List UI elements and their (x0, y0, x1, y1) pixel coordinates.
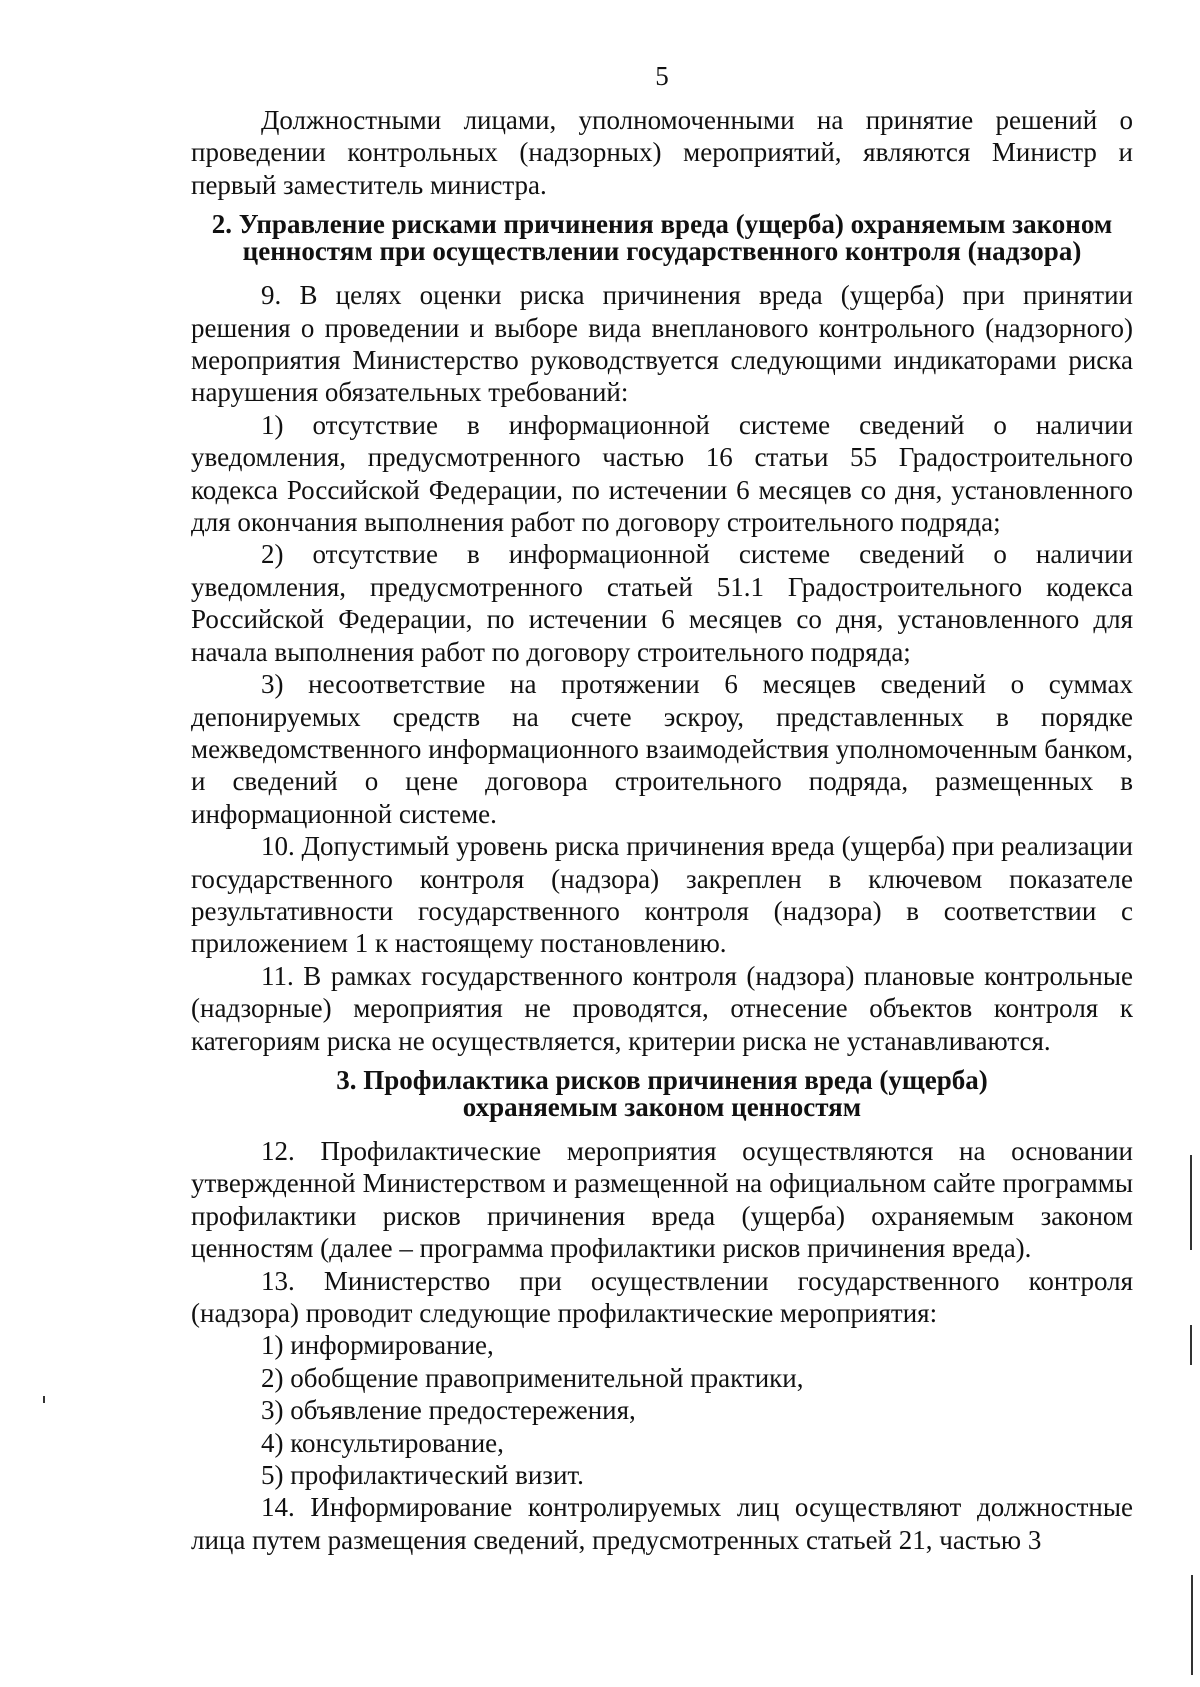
list-item-13-3: 3) объявление предостережения, (261, 1395, 636, 1426)
paragraph-13: 13. Министерство при осуществлении государственного контроля (надзора) проводит следующие профилактические мероприятия: (191, 1265, 1133, 1328)
section-3-heading (191, 1064, 1133, 1122)
section-2-heading-line1: 2. Управление рисками причинения вреда (ущерба) охраняемым законом (211, 209, 1113, 240)
list-item-13-1: 1) информирование, (261, 1330, 494, 1361)
paragraph-12: 12. Профилактические мероприятия осуществляются на основании утвержденной Министерством и размещенной на официальном сайте программы профилактики рисков причинения вреда (ущерба) охраняемым законом ценностям (далее – программа профилактики рисков причинения вреда). (191, 1135, 1133, 1264)
scan-mark-right-3 (1191, 1575, 1193, 1675)
page-number: 5 (655, 61, 669, 91)
section-3-heading-line2: охраняемым законом ценностям (462, 1091, 862, 1122)
list-item-9-2: 2) отсутствие в информационной системе сведений о наличии уведомления, предусмотренного статьей 51.1 Градостроительного кодекса Российской Федерации, по истечении 6 месяцев со дня, установленного для начала выполнения работ по договору строительного подряда; (191, 539, 1133, 667)
paragraph-10: 10. Допустимый уровень риска причинения вреда (ущерба) при реализации государственного контроля (надзора) закреплен в ключевом показателе результативности государственного контроля (надзора) в соответствии с приложением 1 к настоящему постановлению. (191, 831, 1133, 959)
scan-mark-left-dot (43, 1396, 45, 1403)
section-2-heading (191, 211, 1133, 265)
list-item-13-2: 2) обобщение правоприменительной практики, (261, 1362, 804, 1393)
list-item-13-4: 4) консультирование, (261, 1427, 504, 1458)
document-page (191, 60, 1133, 1556)
paragraph-officials: Должностными лицами, уполномоченными на принятие решений о проведении контрольных (надзорных) мероприятий, являются Министр и первый заместитель министра. (191, 105, 1133, 200)
list-item-9-3: 3) несоответствие на протяжении 6 месяцев сведений о суммах депонируемых средств на счете эскроу, представленных в порядке межведомственного информационного взаимодействия уполномоченным банком, и сведений о цене договора строительного подряда, размещенных в информационной системе. (191, 669, 1133, 829)
section-3-heading-line1: 3. Профилактика рисков причинения вреда (ущерба) (336, 1064, 988, 1095)
list-item-13-5: 5) профилактический визит. (261, 1460, 584, 1491)
scan-mark-right-2 (1190, 1325, 1192, 1365)
paragraph-9: 9. В целях оценки риска причинения вреда (ущерба) при принятии решения о проведении и выборе вида внепланового контрольного (надзорного) мероприятия Министерство руководствуется следующими индикаторами риска нарушения обязательных требований: (191, 280, 1133, 408)
paragraph-11: 11. В рамках государственного контроля (надзора) плановые контрольные (надзорные) мероприятия не проводятся, отнесение объектов контроля к категориям риска не осуществляется, критерии риска не устанавливаются. (191, 960, 1133, 1056)
scan-mark-right-1 (1190, 1155, 1192, 1250)
section-2-heading-line2: ценностям при осуществлении государственного контроля (надзора) (242, 236, 1082, 267)
list-item-9-1: 1) отсутствие в информационной системе сведений о наличии уведомления, предусмотренного частью 16 статьи 55 Градостроительного кодекса Российской Федерации, по истечении 6 месяцев со дня, установленного для окончания выполнения работ по договору строительного подряда; (191, 409, 1133, 538)
paragraph-14: 14. Информирование контролируемых лиц осуществляют должностные лица путем размещения сведений, предусмотренных статьей 21, частью 3 (191, 1492, 1133, 1555)
